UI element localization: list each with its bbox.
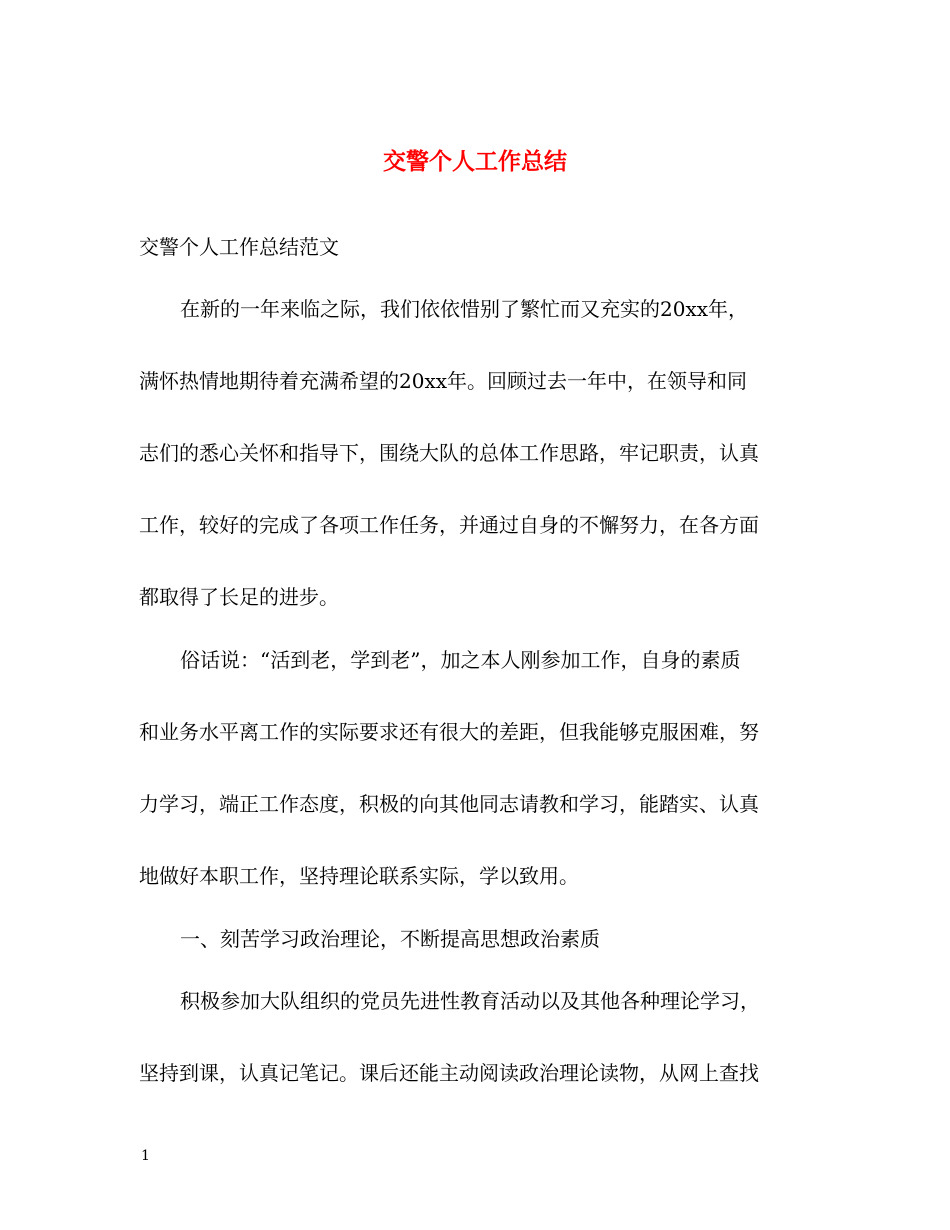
paragraph-line: 满怀热情地期待着充满希望的20xx年。回顾过去一年中，在领导和同 [139, 369, 748, 393]
paragraph-line: 地做好本职工作，坚持理论联系实际，学以致用。 [139, 864, 579, 888]
document-subtitle: 交警个人工作总结范文 [139, 235, 339, 259]
paragraph-line: 力学习，端正工作态度，积极的向其他同志请教和学习，能踏实、认真 [139, 792, 759, 816]
page-number: 1 [141, 1148, 150, 1164]
paragraph-line: 工作，较好的完成了各项工作任务，并通过自身的不懈努力，在各方面 [139, 513, 759, 537]
paragraph-line: 志们的悉心关怀和指导下，围绕大队的总体工作思路，牢记职责，认真 [139, 441, 759, 465]
paragraph-line: 和业务水平离工作的实际要求还有很大的差距，但我能够克服困难，努 [139, 720, 759, 744]
paragraph-line: 积极参加大队组织的党员先进性教育活动以及其他各种理论学习， [180, 989, 760, 1013]
section-heading: 一、刻苦学习政治理论，不断提高思想政治素质 [180, 927, 600, 951]
paragraph-line: 都取得了长足的进步。 [139, 585, 339, 609]
paragraph-line: 坚持到课，认真记笔记。课后还能主动阅读政治理论读物，从网上查找 [139, 1061, 759, 1085]
paragraph-line: 在新的一年来临之际，我们依依惜别了繁忙而又充实的20xx年， [180, 297, 749, 321]
paragraph-line: 俗话说：“活到老，学到老”，加之本人刚参加工作，自身的素质 [180, 648, 741, 672]
document-title: 交警个人工作总结 [383, 148, 567, 175]
